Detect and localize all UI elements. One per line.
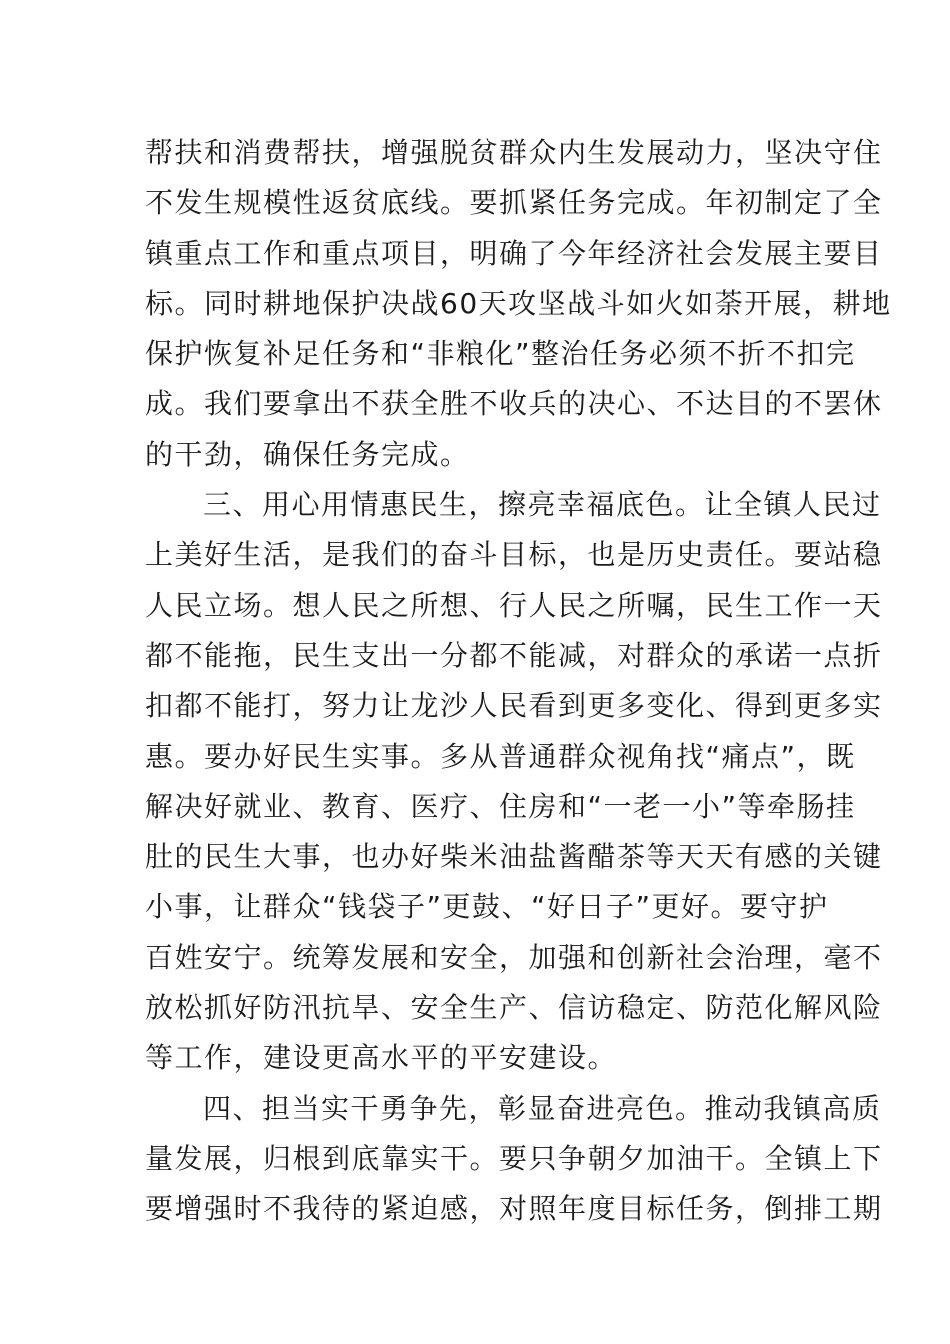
text-line: 解决好就业、教育、医疗、住房和“一老一小”等牵肠挂 [145, 789, 856, 823]
text-line: 标。同时耕地保护决战60天攻坚战斗如火如荼开展，耕地 [145, 286, 892, 320]
text-line: 百姓安宁。统筹发展和安全，加强和创新社会治理，毫不 [145, 940, 883, 974]
text-line: 的干劲，确保任务完成。 [145, 437, 470, 471]
text-line: 镇重点工作和重点项目，明确了今年经济社会发展主要目 [145, 236, 883, 270]
text-line: 放松抓好防汛抗旱、安全生产、信访稳定、防范化解风险 [145, 991, 883, 1025]
text-line: 成。我们要拿出不获全胜不收兵的决心、不达目的不罢休 [145, 387, 883, 421]
text-line: 等工作，建设更高水平的平安建设。 [145, 1041, 618, 1075]
text-line: 扣都不能打，努力让龙沙人民看到更多变化、得到更多实 [145, 689, 883, 723]
text-line: 保护恢复补足任务和“非粮化”整治任务必须不折不扣完 [145, 337, 856, 371]
text-line: 量发展，归根到底靠实干。要只争朝夕加油干。全镇上下 [145, 1141, 883, 1175]
text-line: 肚的民生大事，也办好柴米油盐酱醋茶等天天有感的关键 [145, 840, 883, 874]
text-line: 帮扶和消费帮扶，增强脱贫群众内生发展动力，坚决守住 [145, 136, 883, 169]
text-line: 惠。要办好民生实事。多从普通群众视角找“痛点”，既 [145, 739, 856, 773]
text-line: 不发生规模性返贫底线。要抓紧任务完成。年初制定了全 [145, 186, 883, 220]
section-heading-line: 三、用心用情惠民生，擦亮幸福底色。让全镇人民过 [203, 488, 882, 522]
text-line: 要增强时不我待的紧迫感，对照年度目标任务，倒排工期 [145, 1192, 883, 1226]
section-heading-line: 四、担当实干勇争先，彰显奋进亮色。推动我镇高质 [203, 1091, 882, 1125]
text-line: 人民立场。想人民之所想、行人民之所嘱，民生工作一天 [145, 588, 883, 622]
text-line: 都不能拖，民生支出一分都不能减，对群众的承诺一点折 [145, 638, 883, 672]
body-text [145, 128, 892, 1235]
text-line: 小事，让群众“钱袋子”更鼓、“好日子”更好。要守护 [145, 890, 829, 924]
text-line: 上美好生活，是我们的奋斗目标，也是历史责任。要站稳 [145, 538, 883, 572]
